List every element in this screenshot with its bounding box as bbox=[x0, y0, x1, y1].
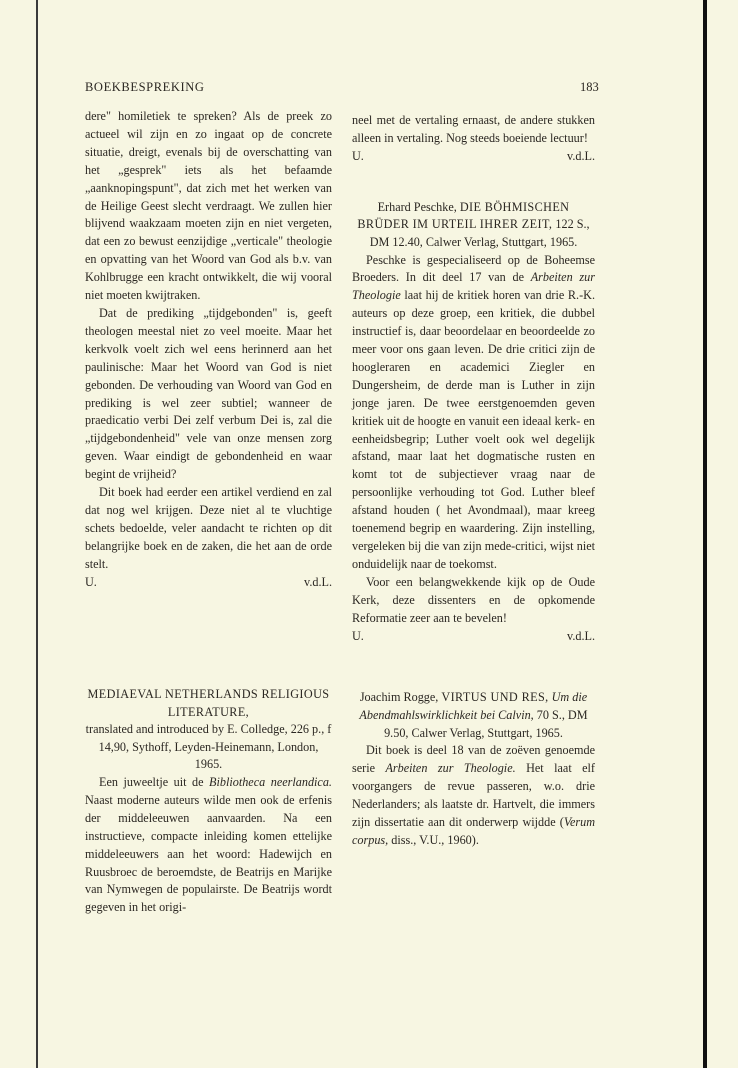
left-column-top bbox=[85, 108, 332, 591]
page-number: 183 bbox=[580, 80, 599, 94]
paragraph: Dit boek had eerder een artikel verdiend en zal dat nog wel krijgen. Deze niet al te vluchtige schets bedoelde, veler aandacht te richten op dit belangrijke boek en de zaken, die het aan de orde stelt. bbox=[85, 485, 332, 571]
signature bbox=[352, 628, 595, 646]
book-reference bbox=[85, 686, 332, 774]
book-author: Joachim Rogge, bbox=[359, 690, 442, 705]
book-reference bbox=[352, 199, 595, 252]
scan-edge-left bbox=[36, 0, 38, 1068]
signature-place: U. bbox=[352, 628, 364, 643]
book-publication: translated and introduced by E. Colledge, 226 p., f 14,90, Sythoff, Leyden-Heinemann, London, 1965. bbox=[85, 722, 332, 772]
book-subtitle: Um die Abendmahlswirklichkeit bei Calvin, bbox=[359, 690, 588, 723]
paragraph: Peschke is gespecialiseerd op de Boheemse Broeders. In dit deel 17 van de Arbeiten zur Theologie laat hij de kritiek horen van drie R.-K. auteurs op deze groep, een kritiek, die dubbel instructief is, daar beoordelaar en beoordeelde zo meer voor ons gaan leven. De drie critici zijn de hoogleraren en academici Ziegler en Dungersheim, de derde man is Luther in zijn jonge jaren. De twee eerstgenoemden geven kritiek uit de hoogte en vanuit een ideaal kerk- en eenheidsbegrip; Luther voelt ook wel degelijk afstand, maar laat het dogmatische rusten en komt tot de subjectiever vraag naar de persoonlijke verhouding tot God. Luther bleef afstand houden ( het Avondmaal), maar kreeg toenemend begrip en waardering. Zijn instelling, vergeleken bij die van zijn mede-critici, wijst niet onduidelijk naar de toekomst. bbox=[352, 252, 595, 571]
signature-initials: v.d.L. bbox=[567, 628, 595, 643]
book-author: Erhard Peschke, bbox=[377, 199, 460, 214]
series-title: Bibliotheca neerlandica. bbox=[209, 774, 332, 789]
running-header-title: BOEKBESPREKING bbox=[85, 80, 205, 94]
paragraph: Voor een belangwekkende kijk op de Oude Kerk, deze dissenters en de opkomende Reformatie zeer aan te bevelen! bbox=[352, 574, 595, 625]
paragraph: neel met de vertaling ernaast, de andere stukken alleen in vertaling. Nog steeds boeiende lectuur! bbox=[352, 113, 595, 145]
paragraph: dere" homiletiek te spreken? Als de preek zo actueel wil zijn en zo ingaat op de concrete situatie, dreigt, evenals bij de overschatting van het „gesprek" iets als het befaamde „aanknopingspunt", dat zich met het werken van de Heilige Geest slecht verdraagt. We zullen hier blijvend waakzaam moeten zijn en niet vergeten, dat een zo bewust eenzijdige „verticale" theologie en opvatting van het Woord van God als b.v. van Kohlbrugge een kracht ontwikkelt, die wij vooral niet moeten kwijtraken. bbox=[85, 109, 332, 303]
signature-place: U. bbox=[85, 574, 97, 589]
paragraph: Dat de prediking „tijdgebonden" is, geeft theologen meestal niet zo veel moeite. Maar het kerkvolk voelt zich wel eens herinnerd aan het paulinische: Maar het Woord van God is niet gebonden. De verhouding van Woord van God en prediking is wel zeer subtiel; wanneer de praedicatio verbi Dei zelf verbum Dei is, zal die „tijdgebondenheid" vele van onze mensen zorg geven. Waar eindigt de gebondenheid en waar begint de vrijheid? bbox=[85, 305, 332, 482]
book-title: VIRTUS UND RES, bbox=[441, 690, 549, 705]
citation-title: Verum corpus, bbox=[352, 814, 595, 847]
signature-initials: v.d.L. bbox=[304, 574, 332, 589]
book-title: MEDIAEVAL NETHERLANDS RELIGIOUS LITERATURE, bbox=[87, 687, 330, 719]
paragraph: Een juweeltje uit de Bibliotheca neerlandica. Naast moderne auteurs wilde men ook de erfenis der middeleeuwen aanvaarden. Na een instructieve, compacte inleiding komen ettelijke middeleeuwers aan het woord: Hadewijch en Ruusbroec de beroemdste, de Beatrijs en Marijke van Nymwegen de populairste. De Beatrijs wordt gegeven in het origi- bbox=[85, 774, 332, 915]
book-publication: 122 S., DM 12.40, Calwer Verlag, Stuttgart, 1965. bbox=[369, 217, 590, 249]
signature-initials: v.d.L. bbox=[567, 148, 595, 163]
series-title: Arbeiten zur Theologie. bbox=[385, 761, 516, 776]
signature bbox=[85, 574, 332, 592]
book-publication: 70 S., DM 9.50, Calwer Verlag, Stuttgart, 1965. bbox=[384, 708, 588, 740]
signature-place: U. bbox=[352, 148, 364, 163]
scan-edge-right bbox=[703, 0, 707, 1068]
right-column bbox=[352, 112, 595, 850]
paragraph: Dit boek is deel 18 van de zoëven genoemde serie Arbeiten zur Theologie. Het laat elf voorgangers de revue passeren, w.o. drie Nederlanders; als laatste dr. Hartvelt, die immers zijn dissertatie aan dit onderwerp wijdde (Verum corpus, diss., V.U., 1960). bbox=[352, 743, 595, 847]
series-title: Arbeiten zur Theologie bbox=[352, 270, 595, 303]
review-mediaeval bbox=[85, 686, 332, 917]
book-title: DIE BÖHMISCHEN BRÜDER IM URTEIL IHRER ZEIT, bbox=[357, 199, 570, 232]
signature bbox=[352, 148, 595, 166]
book-reference bbox=[352, 689, 595, 742]
